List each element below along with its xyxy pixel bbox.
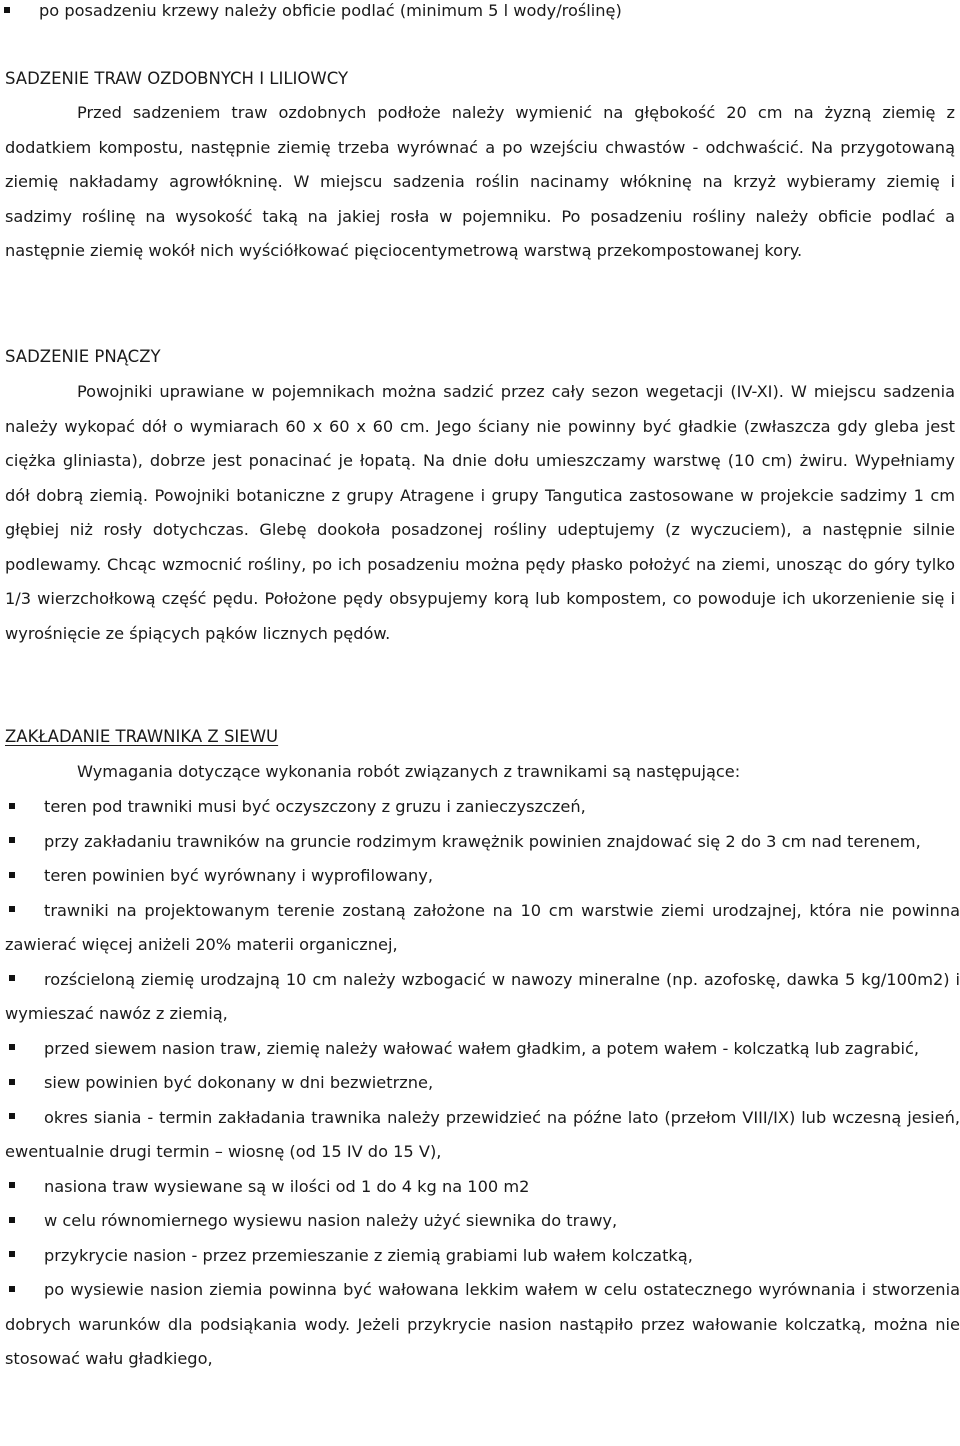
list-item-text: teren pod trawniki musi być oczyszczony z gruzu i zanieczyszczeń, <box>44 797 586 816</box>
list-item <box>5 963 960 1032</box>
square-bullet-icon <box>9 906 15 912</box>
list-item-text: po wysiewie nasion ziemia powinna być wałowana lekkim wałem w celu ostatecznego wyrównania i stworzenia dobrych warunków dla podsiąkania wody. Jeżeli przykrycie nasion nastąpiło przez wałowanie kolczatką, można nie stosować wału gładkiego, <box>5 1280 960 1368</box>
list-item <box>5 1204 960 1239</box>
square-bullet-icon <box>9 1217 15 1223</box>
section-intro-lawn: Wymagania dotyczące wykonania robót związanych z trawnikami są następujące: <box>77 762 741 781</box>
list-item <box>5 825 960 860</box>
list-item-text: rozścieloną ziemię urodzajną 10 cm należy wzbogacić w nawozy mineralne (np. azofoskę, dawka 5 kg/100m2) i wymieszać nawóz z ziemią, <box>5 969 960 1023</box>
square-bullet-icon <box>9 1044 15 1050</box>
square-bullet-icon <box>9 1113 15 1119</box>
list-item-text: po posadzeniu krzewy należy obficie podlać (minimum 5 l wody/roślinę) <box>39 1 622 20</box>
square-bullet-icon <box>9 872 15 878</box>
list-item-text: przed siewem nasion traw, ziemię należy wałować wałem gładkim, a potem wałem - kolczatką lub zagrabić, <box>44 1038 920 1058</box>
section-heading-lawn: ZAKŁADANIE TRAWNIKA Z SIEWU <box>5 727 279 746</box>
lawn-requirements-list <box>5 790 960 1377</box>
list-item <box>5 1239 960 1274</box>
square-bullet-icon <box>4 7 10 13</box>
list-item <box>5 790 960 825</box>
square-bullet-icon <box>9 1182 15 1188</box>
list-item <box>5 1032 960 1067</box>
list-item-text: trawniki na projektowanym terenie zostaną założone na 10 cm warstwie ziemi urodzajnej, która nie powinna zawierać więcej aniżeli 20% materii organicznej, <box>5 900 960 954</box>
list-item-text: teren powinien być wyrównany i wyprofilowany, <box>44 866 434 885</box>
square-bullet-icon <box>9 975 15 981</box>
list-item <box>5 1101 960 1170</box>
section-heading-grass: SADZENIE TRAW OZDOBNYCH I LILIOWCY <box>5 69 349 88</box>
list-item <box>0 0 960 29</box>
list-item-text: nasiona traw wysiewane są w ilości od 1 do 4 kg na 100 m2 <box>44 1176 530 1196</box>
section-heading-climbers: SADZENIE PNĄCZY <box>5 347 161 366</box>
list-item-text: w celu równomiernego wysiewu nasion należy użyć siewnika do trawy, <box>44 1211 618 1230</box>
square-bullet-icon <box>9 837 15 843</box>
square-bullet-icon <box>9 1286 15 1292</box>
list-item <box>5 859 960 894</box>
square-bullet-icon <box>9 1251 15 1257</box>
list-item-text: okres siania - termin zakładania trawnika należy przewidzieć na późne lato (przełom VIII/IX) lub wczesną jesień, ewentualnie drugi termin – wiosnę (od 15 IV do 15 V), <box>5 1107 960 1161</box>
list-item-text: siew powinien być dokonany w dni bezwietrzne, <box>44 1073 434 1092</box>
section-paragraph-climbers: Powojniki uprawiane w pojemnikach można sadzić przez cały sezon wegetacji (IV-XI). W miejscu sadzenia należy wykopać dół o wymiarach 60 x 60 x 60 cm. Jego ściany nie powinny być gładkie (zwłaszcza gdy gleba jest ciężka gliniasta), dobrze jest ponacinać je łopatą. Na dnie dołu umieszczamy warstwę (10 cm) żwiru. Wypełniamy dół dobrą ziemią. Powojniki botaniczne z grupy Atragene i grupy Tangutica zastosowane w projekcie sadzimy 1 cm głębiej niż rosły dotychczas. Glebę dookoła posadzonej rośliny udeptujemy (z wyczuciem), a następnie silnie podlewamy. Chcąc wzmocnić rośliny, po ich posadzeniu można pędy płasko położyć na ziemi, unosząc do góry tylko 1/3 wierzchołkową część pędu. Położone pędy obsypujemy korą lub kompostem, co powoduje ich ukorzenienie się i wyrośnięcie ze śpiących pąków licznych pędów. <box>5 382 955 643</box>
square-bullet-icon <box>9 803 15 809</box>
list-item <box>5 1273 960 1377</box>
list-item <box>5 1066 960 1101</box>
list-item <box>5 894 960 963</box>
list-item-text: przykrycie nasion - przez przemieszanie z ziemią grabiami lub wałem kolczatką, <box>44 1245 693 1265</box>
section-paragraph-grass: Przed sadzeniem traw ozdobnych podłoże należy wymienić na głębokość 20 cm na żyzną ziemię z dodatkiem kompostu, następnie ziemię trzeba wyrównać a po wzejściu chwastów - odchwaścić. Na przygotowaną ziemię nakładamy agrowłókninę. W miejscu sadzenia roślin nacinamy włókninę na krzyż wybieramy ziemię i sadzimy roślinę na wysokość taką na jakiej rosła w pojemniku. Po posadzeniu rośliny należy obficie podlać a następnie ziemię wokół nich wyściółkować pięciocentymetrową warstwą przekompostowanej kory. <box>5 103 955 260</box>
list-item-text: przy zakładaniu trawników na gruncie rodzimym krawężnik powinien znajdować się 2 do 3 cm nad terenem, <box>44 831 921 851</box>
square-bullet-icon <box>9 1079 15 1085</box>
list-item <box>5 1170 960 1205</box>
